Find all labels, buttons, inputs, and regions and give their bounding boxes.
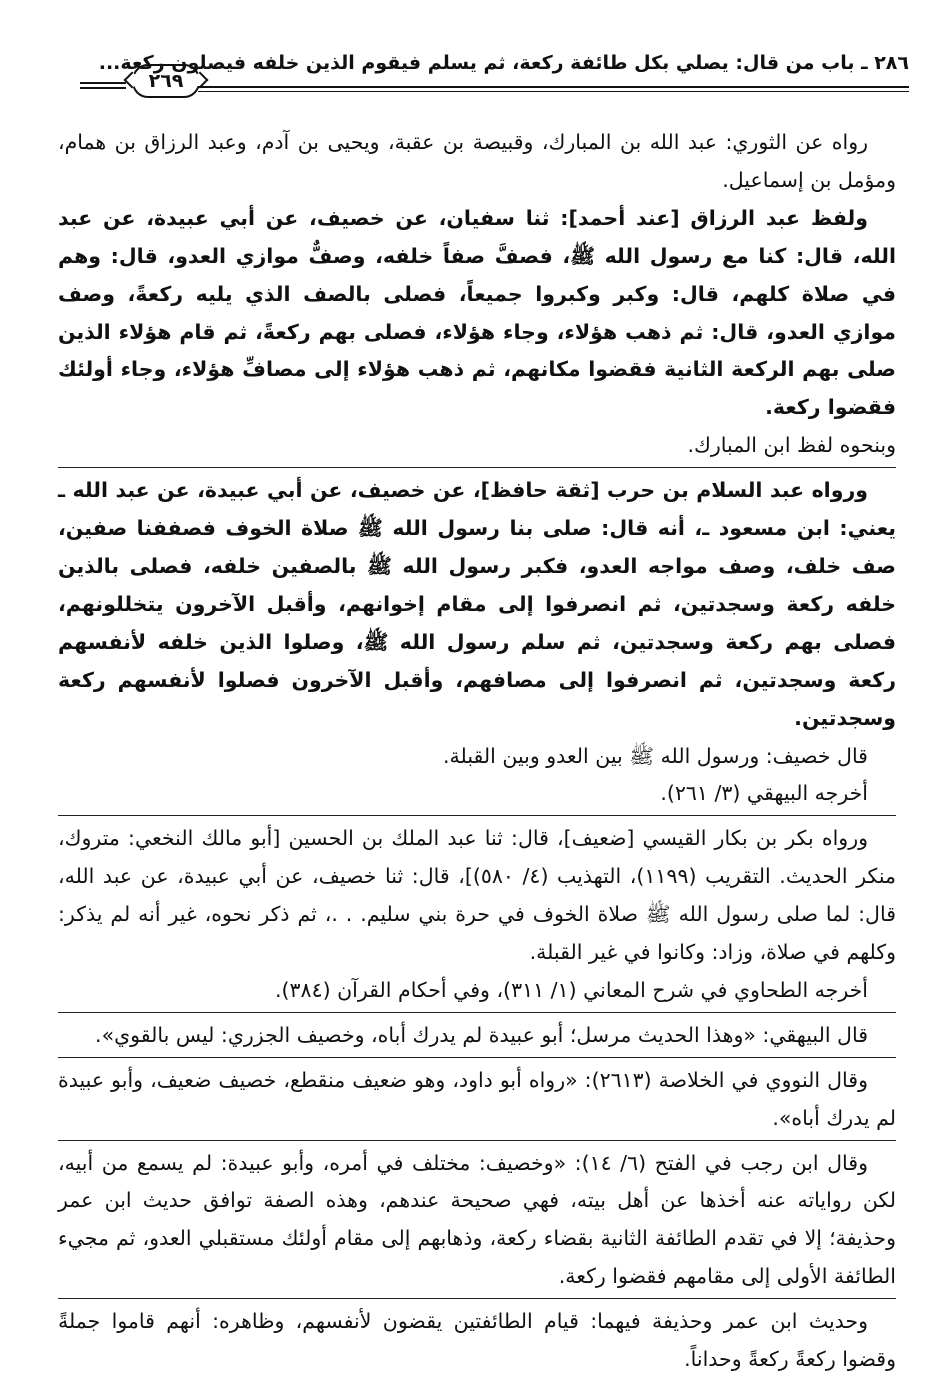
divider: [58, 1057, 896, 1058]
paragraph: قال البيهقي: «وهذا الحديث مرسل؛ أبو عبيدة لم يدرك أباه، وخصيف الجزري: ليس بالقوي».: [95, 1022, 868, 1047]
divider: [58, 467, 896, 468]
paragraph: وقال النووي في الخلاصة (٢٦١٣): «رواه أبو داود، وهو ضعيف منقطع، خصيف ضعيف، وأبو عبيدة لم يدرك أباه».: [58, 1067, 896, 1130]
page-header: [80, 48, 909, 100]
page-body: [58, 124, 896, 1379]
paragraph: رواه عن الثوري: عبد الله بن المبارك، وقبيصة بن عقبة، ويحيى بن آدم، وعبد الرزاق بن همام، ومؤمل بن إسماعيل.: [58, 130, 896, 192]
divider: [58, 1140, 896, 1141]
header-rule-thin: [198, 91, 909, 92]
paragraph: وبنحوه لفظ ابن المبارك.: [687, 433, 896, 458]
paragraph: ولفظ عبد الرزاق [عند أحمد]: ثنا سفيان، عن خصيف، عن أبي عبيدة، عن عبد الله، قال: كنا مع رسول الله ﷺ، فصفَّ صفاً خلفه، وصفٌّ موازي العدو، قال: وهم في صلاة كلهم، قال: وكبر وكبروا جميعاً، فصلى بالصف الذي يليه ركعةً، وصف موازي العدو، قال: ثم ذهب هؤلاء، وجاء هؤلاء، فصلى بهم ركعةً، ثم قام هؤلاء الذين صلى بهم الركعة الثانية فقضوا مكانهم، ثم ذهب هؤلاء إلى مصافِّ هؤلاء، وجاء أولئك فقضوا ركعة.: [58, 205, 896, 420]
paragraph: وحديث ابن عمر وحذيفة فيهما: قيام الطائفتين يقضون لأنفسهم، وظاهره: أنهم قاموا جملةً وقضوا ركعةً ركعةً وحداناً.: [58, 1309, 896, 1372]
paragraph: أخرجه الطحاوي في شرح المعاني (١/ ٣١١)، وفي أحكام القرآن (٣٨٤).: [275, 977, 868, 1002]
divider: [58, 1298, 896, 1299]
header-rule: [198, 86, 909, 88]
page-number-badge: ٢٦٩: [132, 64, 200, 98]
divider: [58, 815, 896, 816]
paragraph: قال خصيف: ورسول الله ﷺ بين العدو وبين القبلة.: [443, 743, 868, 768]
divider: [58, 1012, 896, 1013]
paragraph: ورواه بكر بن بكار القيسي [ضعيف]، قال: ثنا عبد الملك بن الحسين [أبو مالك النخعي: متروك، منكر الحديث. التقريب (١١٩٩)، التهذيب (٤/ ٥٨٠)]، قال: ثنا خصيف، عن أبي عبيدة، عن عبد الله، قال: لما صلى رسول الله ﷺ صلاة الخوف في حرة بني سليم. . .، ثم ذكر نحوه، غير أنه لم يذكر: وكلهم في صلاة، وزاد: وكانوا في غير القبلة.: [58, 826, 896, 965]
paragraph: ورواه عبد السلام بن حرب [ثقة حافظ]، عن خصيف، عن أبي عبيدة، عن عبد الله ـ يعني: ابن مسعود ـ، أنه قال: صلى بنا رسول الله ﷺ صلاة الخوف فصففنا صفين، صف خلف، وصف مواجه العدو، فكبر رسول الله ﷺ بالصفين خلفه، فصلى بالذين خلفه ركعة وسجدتين، ثم انصرفوا إلى مقام إخوانهم، وأقبل الآخرون يتخللونهم، فصلى بهم ركعة وسجدتين، ثم سلم رسول الله ﷺ، وصلوا الذين خلفه لأنفسهم ركعة وسجدتين، ثم انصرفوا إلى مصافهم، وأقبل الآخرون فصلوا لأنفسهم ركعة وسجدتين.: [58, 478, 896, 730]
paragraph: وقال ابن رجب في الفتح (٦/ ١٤): «وخصيف: مختلف في أمره، وأبو عبيدة: لم يسمع من أبيه، لكن رواياته عنه أخذها عن أهل بيته، فهي صحيحة عندهم، وهذه الصفة توافق حديث ابن عمر وحذيفة؛ إلا في تقدم الطائفة الثانية بقضاء ركعة، وذهابهم إلى مقام أولئك مستقبلي العدو، ثم مجيء الطائفة الأولى إلى مقامهم فقضوا ركعة.: [58, 1150, 896, 1289]
paragraph: أخرجه البيهقي (٣/ ٢٦١).: [660, 781, 868, 806]
running-title: ٢٨٦ ـ باب من قال: يصلي بكل طائفة ركعة، ثم يسلم فيقوم الذين خلفه فيصلون ركعة...: [98, 52, 909, 74]
header-left-ornament: [80, 82, 126, 92]
